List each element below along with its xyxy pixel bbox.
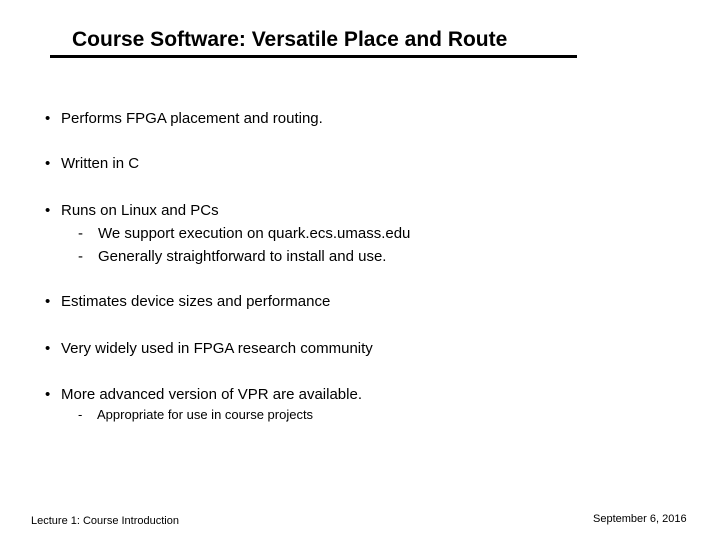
bullet-text-5: Very widely used in FPGA research community (61, 340, 373, 357)
sub-text-3-1: We support execution on quark.ecs.umass.edu (98, 225, 411, 242)
sub-text-3-2: Generally straightforward to install and use. (98, 248, 387, 265)
bullet-marker-5: • (45, 340, 51, 357)
bullet-text-2: Written in C (61, 155, 140, 172)
bullet-marker-3: • (45, 202, 51, 219)
bullet-marker-2: • (45, 155, 51, 172)
title-underline (50, 55, 577, 58)
bullet-text-3: Runs on Linux and PCs (61, 202, 219, 219)
slide-title: Course Software: Versatile Place and Route (72, 28, 508, 51)
footer-date: September 6, 2016 (593, 513, 687, 525)
bullet-marker-6: • (45, 386, 51, 403)
bullet-marker-4: • (45, 293, 51, 310)
sub-dash-3-2: - (78, 248, 83, 265)
bullet-text-4: Estimates device sizes and performance (61, 293, 331, 310)
sub-text-6-1: Appropriate for use in course projects (97, 407, 314, 422)
sub-dash-3-1: - (78, 225, 83, 242)
bullet-text-1: Performs FPGA placement and routing. (61, 110, 323, 127)
bullet-marker-1: • (45, 110, 51, 127)
bullet-text-6: More advanced version of VPR are available. (61, 386, 362, 403)
footer-lecture: Lecture 1: Course Introduction (31, 515, 179, 527)
sub-dash-6-1: - (78, 407, 83, 422)
